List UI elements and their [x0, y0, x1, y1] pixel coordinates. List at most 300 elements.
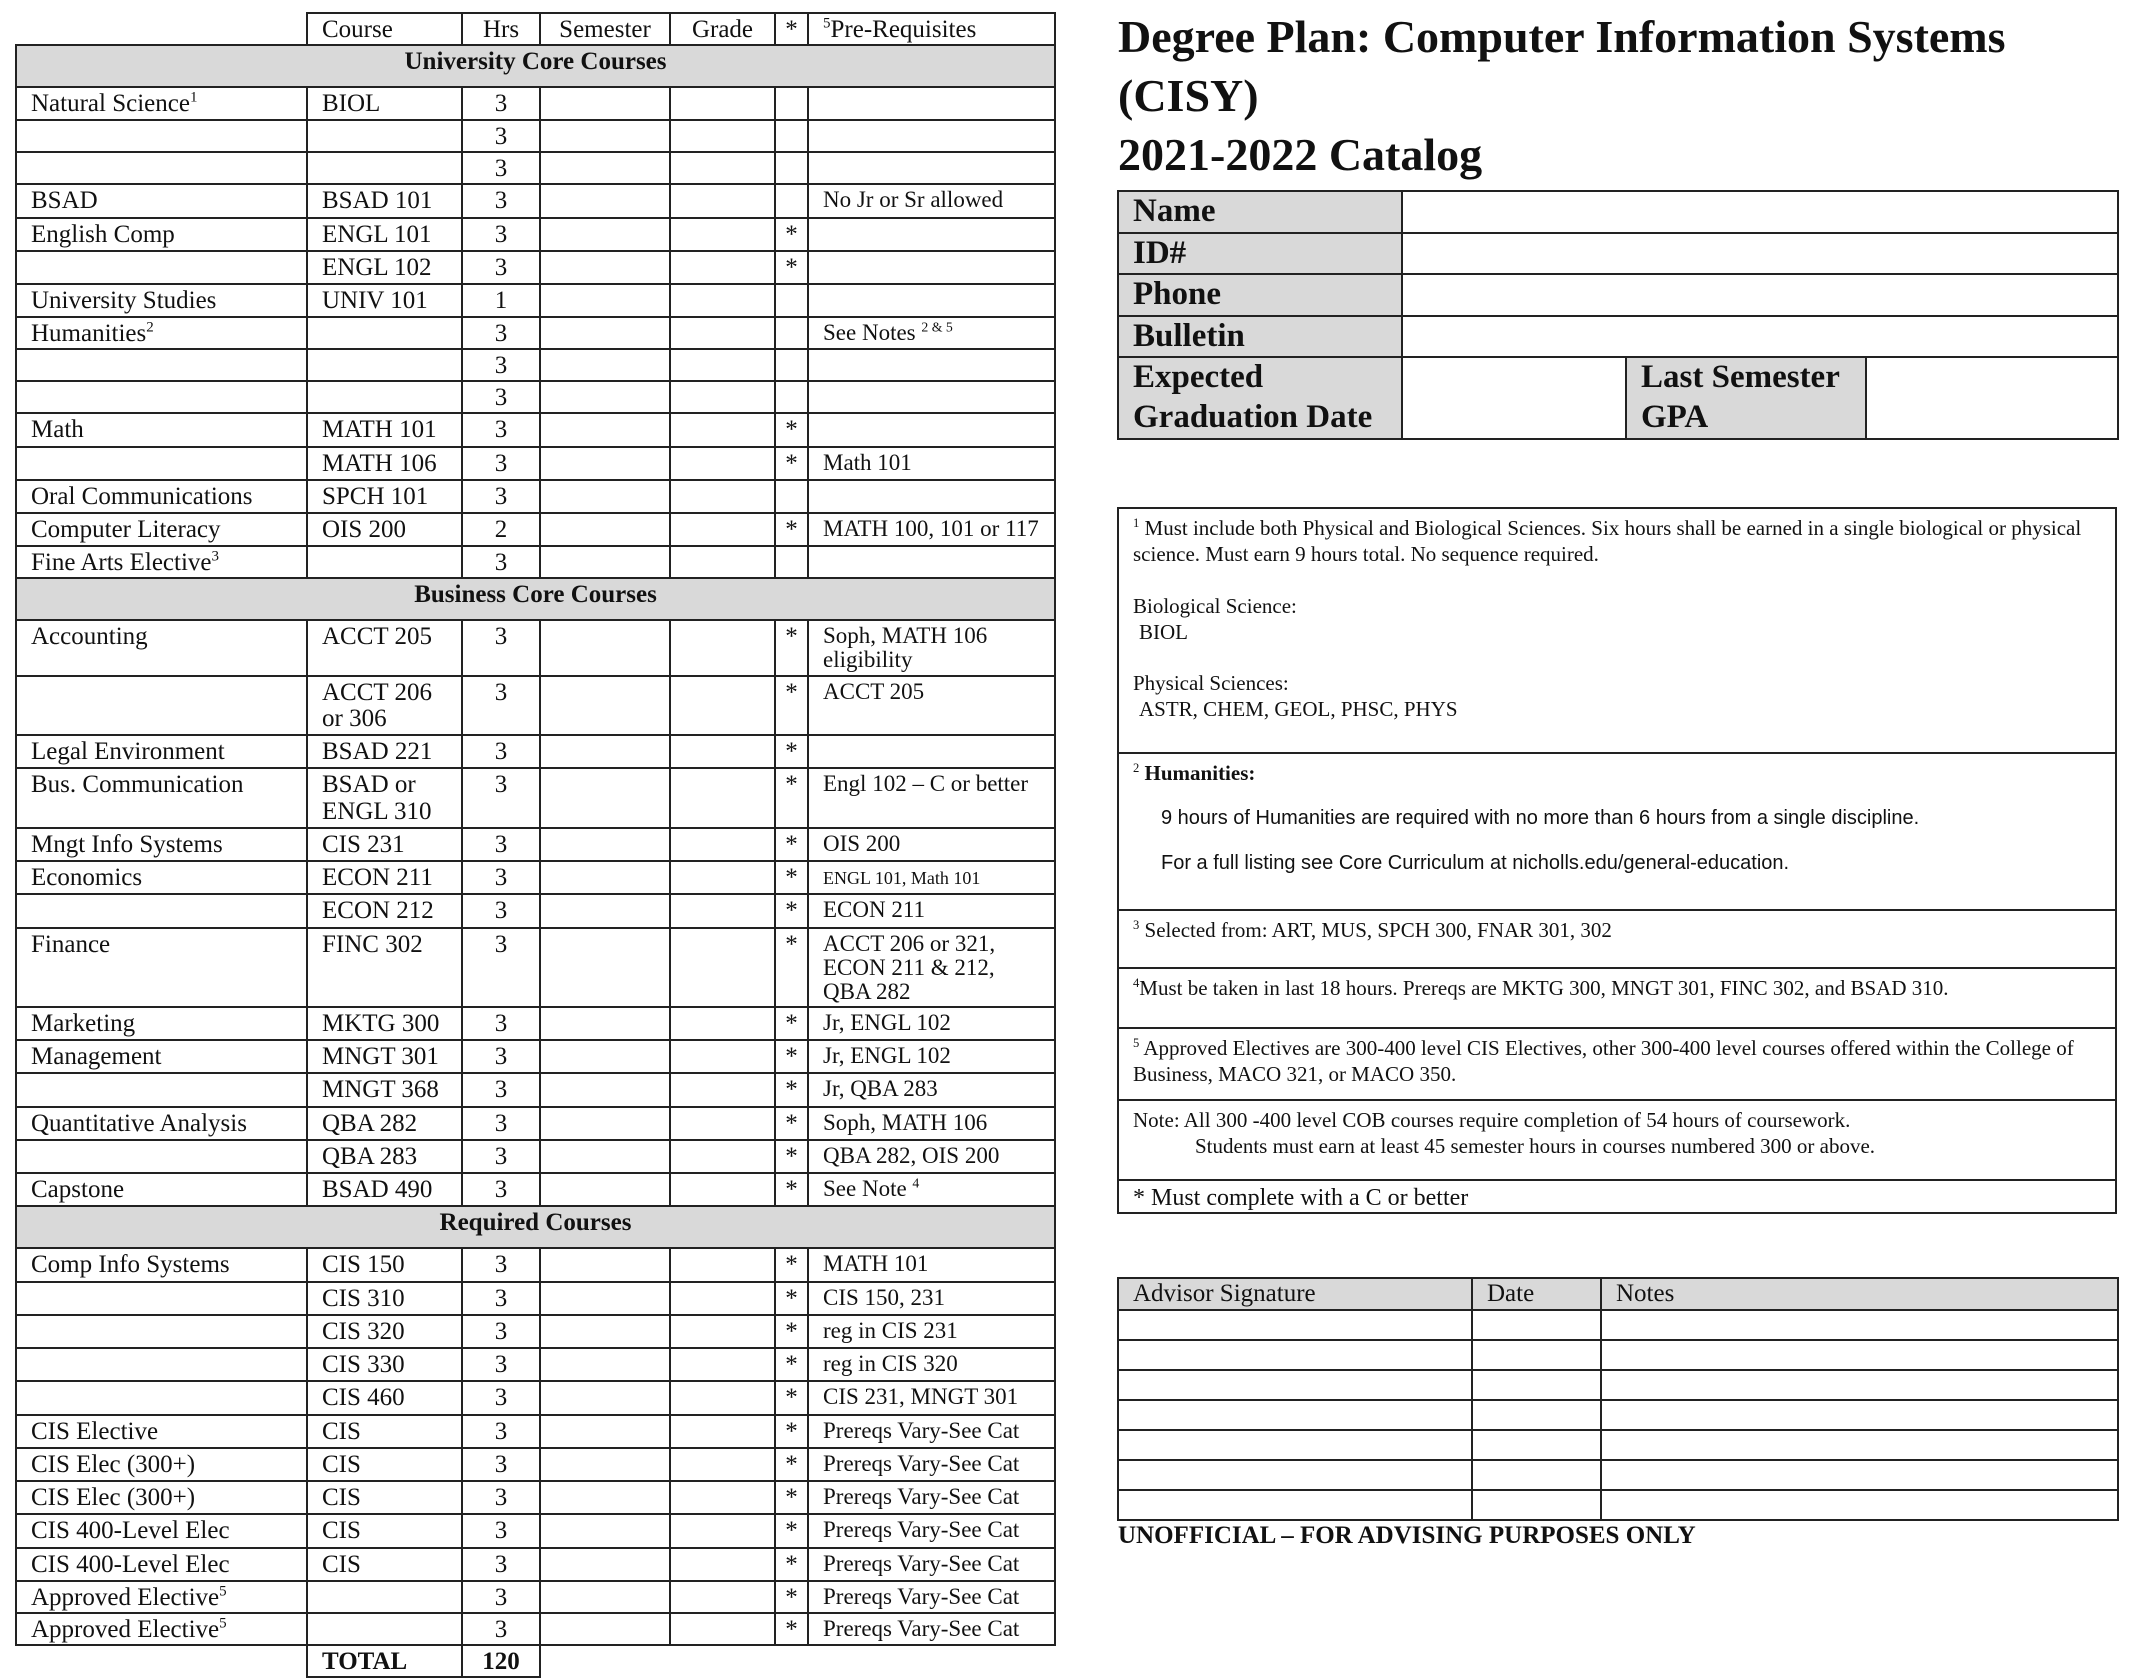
course-row — [16, 447, 1055, 480]
semester-cell[interactable] — [540, 735, 670, 768]
gpa-label — [1626, 357, 1866, 439]
prereq-cell — [808, 447, 1055, 480]
grade-cell[interactable] — [670, 768, 775, 828]
grade-cell[interactable] — [670, 87, 775, 120]
hrs-cell: 3 — [462, 1448, 540, 1481]
name-field[interactable] — [1402, 191, 2118, 233]
prereq-text: ENGL 101, Math 101 — [823, 868, 981, 889]
semester-cell[interactable] — [540, 120, 670, 152]
grade-cell[interactable] — [670, 1581, 775, 1613]
area-cell — [16, 1282, 307, 1315]
grade-cell[interactable] — [670, 1315, 775, 1348]
prereq-cell — [808, 735, 1055, 768]
area-label: BSAD — [31, 187, 98, 215]
course-row — [16, 251, 1055, 284]
grade-cell[interactable] — [670, 218, 775, 251]
semester-cell[interactable] — [540, 1282, 670, 1315]
course-cell: ACCT 206 or 306 — [307, 676, 462, 736]
advisor-row — [1118, 1310, 2118, 1340]
semester-cell[interactable] — [540, 513, 670, 546]
grade-cell[interactable] — [670, 1481, 775, 1514]
hrs-cell: 3 — [462, 251, 540, 284]
area-label: Oral Communications — [31, 482, 253, 510]
course-cell: MNGT 301 — [307, 1040, 462, 1073]
advisor-date-cell[interactable] — [1472, 1460, 1601, 1490]
grade-cell[interactable] — [670, 1140, 775, 1173]
advisor-row — [1118, 1430, 2118, 1460]
prereq-cell — [808, 1282, 1055, 1315]
semester-cell[interactable] — [540, 768, 670, 828]
course-row — [16, 1415, 1055, 1448]
advisor-signature-cell[interactable] — [1118, 1430, 1472, 1460]
prereq-text: CIS 150, 231 — [823, 1284, 946, 1310]
advisor-notes-cell[interactable] — [1601, 1490, 2118, 1520]
course-row — [16, 768, 1055, 828]
course-cell — [307, 381, 462, 413]
grade-cell[interactable] — [670, 251, 775, 284]
semester-cell[interactable] — [540, 1514, 670, 1547]
course-cell: MATH 106 — [307, 447, 462, 480]
semester-cell[interactable] — [540, 381, 670, 413]
grade-cell[interactable] — [670, 1282, 775, 1315]
id-field[interactable] — [1402, 233, 2118, 275]
header-course: Course — [307, 13, 462, 45]
semester-cell[interactable] — [540, 546, 670, 578]
area-label: Management — [31, 1043, 162, 1071]
course-table-body — [16, 45, 1055, 1677]
hrs-cell: 3 — [462, 184, 540, 217]
prereq-cell — [808, 251, 1055, 284]
grade-cell[interactable] — [670, 861, 775, 894]
c-or-better-mark — [775, 284, 808, 317]
semester-cell[interactable] — [540, 1248, 670, 1281]
semester-cell[interactable] — [540, 1040, 670, 1073]
grade-cell[interactable] — [670, 1348, 775, 1381]
area-cell — [16, 1248, 307, 1281]
course-cell — [307, 349, 462, 381]
footnote-4-text: Must be taken in last 18 hours. Prereqs are MKTG 300, MNGT 301, FINC 302, and BSAD 310. — [1139, 976, 1949, 1000]
grade-cell[interactable] — [670, 184, 775, 217]
hrs-cell: 3 — [462, 1381, 540, 1414]
hrs-cell: 3 — [462, 1415, 540, 1448]
grade-cell[interactable] — [670, 676, 775, 736]
title-line-1: Degree Plan: Computer Information Systems — [1118, 11, 2006, 62]
prereq-text: ACCT 206 or 321, ECON 211 & 212, QBA 282 — [823, 930, 996, 1004]
grade-cell[interactable] — [670, 152, 775, 184]
semester-cell[interactable] — [540, 152, 670, 184]
semester-cell[interactable] — [540, 87, 670, 120]
c-or-better-text: * Must complete with a C or better — [1133, 1185, 1469, 1211]
advisor-row — [1118, 1370, 2118, 1400]
area-label: Bus. Communication — [31, 771, 244, 799]
c-or-better-mark: * — [775, 1248, 808, 1281]
course-row — [16, 152, 1055, 184]
hrs-cell: 3 — [462, 1548, 540, 1581]
prereq-cell — [808, 1548, 1055, 1581]
semester-cell[interactable] — [540, 1415, 670, 1448]
c-or-better-mark — [775, 184, 808, 217]
id-label: ID# — [1118, 233, 1402, 275]
semester-cell[interactable] — [540, 1613, 670, 1645]
course-row — [16, 480, 1055, 513]
gpa-label-line-1: Last Semester — [1641, 359, 1840, 396]
table-header-row — [16, 13, 1055, 45]
bio-science-value: BIOL — [1139, 619, 1188, 644]
area-label: Quantitative Analysis — [31, 1109, 247, 1137]
advisor-table — [1117, 1277, 2119, 1521]
course-cell: ECON 211 — [307, 861, 462, 894]
advisor-date-cell[interactable] — [1472, 1490, 1601, 1520]
hrs-cell: 3 — [462, 1282, 540, 1315]
prereq-cell — [808, 861, 1055, 894]
grade-cell[interactable] — [670, 828, 775, 861]
prereq-footnote-ref: 4 — [912, 1175, 920, 1191]
footnotes-box — [1117, 507, 2117, 1214]
prereq-cell — [808, 1481, 1055, 1514]
hrs-cell: 3 — [462, 218, 540, 251]
area-cell — [16, 513, 307, 546]
prereq-cell — [808, 1613, 1055, 1645]
area-cell — [16, 1073, 307, 1106]
phys-science-label: Physical Sciences: — [1133, 671, 1289, 695]
advisor-row — [1118, 1400, 2118, 1430]
c-or-better-mark: * — [775, 1007, 808, 1040]
c-or-better-mark — [775, 546, 808, 578]
hrs-cell: 3 — [462, 1315, 540, 1348]
advisor-signature-cell[interactable] — [1118, 1340, 1472, 1370]
gpa-field[interactable] — [1866, 357, 2118, 439]
advisor-row — [1118, 1460, 2118, 1490]
semester-cell[interactable] — [540, 184, 670, 217]
advisor-signature-cell[interactable] — [1118, 1310, 1472, 1340]
prereq-cell — [808, 1348, 1055, 1381]
course-cell — [307, 546, 462, 578]
c-or-better-mark: * — [775, 1140, 808, 1173]
grade-cell[interactable] — [670, 1040, 775, 1073]
hrs-cell: 3 — [462, 480, 540, 513]
grade-cell[interactable] — [670, 1173, 775, 1206]
prereq-text: ACCT 205 — [823, 678, 925, 704]
section-title-business: Business Core Courses — [16, 578, 1055, 620]
footnote-5-text: Approved Electives are 300-400 level CIS Electives, other 300-400 level courses offered within the College of Business, MACO 321, or MACO 350. — [1133, 1036, 2074, 1087]
name-label: Name — [1118, 191, 1402, 233]
semester-cell[interactable] — [540, 447, 670, 480]
area-cell — [16, 861, 307, 894]
prereq-cell — [808, 480, 1055, 513]
student-info-table — [1117, 190, 2119, 440]
advisor-signature-cell[interactable] — [1118, 1400, 1472, 1430]
semester-cell[interactable] — [540, 1481, 670, 1514]
advisor-notes-cell[interactable] — [1601, 1430, 2118, 1460]
semester-cell[interactable] — [540, 676, 670, 736]
advisor-notes-cell[interactable] — [1601, 1400, 2118, 1430]
advisor-date-cell[interactable] — [1472, 1310, 1601, 1340]
section-header-business — [16, 578, 1055, 620]
c-or-better-mark: * — [775, 1040, 808, 1073]
prereq-text: Prereqs Vary-See Cat — [823, 1417, 1020, 1443]
course-row — [16, 349, 1055, 381]
advisor-notes-cell[interactable] — [1601, 1340, 2118, 1370]
course-row — [16, 1315, 1055, 1348]
grade-cell[interactable] — [670, 120, 775, 152]
advisor-header-row — [1118, 1278, 2118, 1310]
semester-cell[interactable] — [540, 894, 670, 927]
prereq-cell — [808, 120, 1055, 152]
prereq-cell — [808, 1173, 1055, 1206]
area-cell — [16, 1381, 307, 1414]
area-label: Approved Elective — [31, 1583, 220, 1611]
course-row — [16, 1073, 1055, 1106]
area-cell — [16, 1107, 307, 1140]
area-cell — [16, 676, 307, 736]
course-cell — [307, 1581, 462, 1613]
area-cell — [16, 1040, 307, 1073]
grade-cell[interactable] — [670, 1548, 775, 1581]
advisor-notes-cell[interactable] — [1601, 1310, 2118, 1340]
prereq-text: Prereqs Vary-See Cat — [823, 1517, 1020, 1543]
advisor-notes-cell[interactable] — [1601, 1370, 2118, 1400]
area-cell — [16, 1140, 307, 1173]
c-or-better-mark: * — [775, 620, 808, 675]
area-cell — [16, 381, 307, 413]
semester-cell[interactable] — [540, 1140, 670, 1173]
prereq-cell — [808, 381, 1055, 413]
area-cell — [16, 546, 307, 578]
grade-cell[interactable] — [670, 480, 775, 513]
prereq-text: Soph, MATH 106 — [823, 1109, 988, 1135]
grade-cell[interactable] — [670, 513, 775, 546]
grade-cell[interactable] — [670, 1415, 775, 1448]
prereq-text: Prereqs Vary-See Cat — [823, 1583, 1020, 1609]
area-cell — [16, 1007, 307, 1040]
course-cell: CIS — [307, 1514, 462, 1547]
grade-cell[interactable] — [670, 894, 775, 927]
hrs-cell: 3 — [462, 620, 540, 675]
prereq-cell — [808, 413, 1055, 446]
prereq-text: Prereqs Vary-See Cat — [823, 1484, 1020, 1510]
semester-cell[interactable] — [540, 928, 670, 1007]
grade-cell[interactable] — [670, 1514, 775, 1547]
advisor-date-cell[interactable] — [1472, 1340, 1601, 1370]
prereq-cell — [808, 1415, 1055, 1448]
footnote-3-text: Selected from: ART, MUS, SPCH 300, FNAR 301, 302 — [1144, 918, 1612, 942]
semester-cell[interactable] — [540, 317, 670, 349]
semester-cell[interactable] — [540, 1448, 670, 1481]
grade-cell[interactable] — [670, 620, 775, 675]
semester-cell[interactable] — [540, 1548, 670, 1581]
c-or-better-mark: * — [775, 447, 808, 480]
advisor-date-cell[interactable] — [1472, 1400, 1601, 1430]
area-cell — [16, 218, 307, 251]
footnote-3 — [1119, 911, 2115, 969]
grade-cell[interactable] — [670, 1107, 775, 1140]
area-cell — [16, 447, 307, 480]
grade-cell[interactable] — [670, 1073, 775, 1106]
area-label: Mngt Info Systems — [31, 830, 223, 858]
semester-cell[interactable] — [540, 1315, 670, 1348]
hrs-cell: 3 — [462, 381, 540, 413]
bulletin-field[interactable] — [1402, 316, 2118, 358]
course-row — [16, 1548, 1055, 1581]
area-cell — [16, 1448, 307, 1481]
area-label: CIS 400-Level Elec — [31, 1550, 230, 1578]
c-or-better-mark: * — [775, 1381, 808, 1414]
course-row — [16, 861, 1055, 894]
grade-cell[interactable] — [670, 928, 775, 1007]
area-cell — [16, 928, 307, 1007]
semester-cell[interactable] — [540, 413, 670, 446]
c-or-better-mark: * — [775, 768, 808, 828]
prereq-cell — [808, 894, 1055, 927]
prereq-text: Soph, MATH 106 eligibility — [823, 623, 988, 673]
semester-cell[interactable] — [540, 218, 670, 251]
hrs-cell: 3 — [462, 120, 540, 152]
area-cell — [16, 735, 307, 768]
header-semester: Semester — [540, 13, 670, 45]
area-label: Capstone — [31, 1176, 125, 1204]
hrs-cell: 3 — [462, 1514, 540, 1547]
hrs-cell: 3 — [462, 1073, 540, 1106]
course-cell: BSAD or ENGL 310 — [307, 768, 462, 828]
area-cell — [16, 620, 307, 675]
prereq-cell — [808, 1007, 1055, 1040]
grade-cell[interactable] — [670, 284, 775, 317]
footnote-2-mark: 2 — [1133, 761, 1140, 775]
prereq-text: Jr, ENGL 102 — [823, 1009, 951, 1035]
course-row — [16, 513, 1055, 546]
course-cell — [307, 317, 462, 349]
area-cell — [16, 1348, 307, 1381]
hrs-cell: 3 — [462, 1140, 540, 1173]
grade-cell[interactable] — [670, 546, 775, 578]
semester-cell[interactable] — [540, 828, 670, 861]
course-cell: UNIV 101 — [307, 284, 462, 317]
c-or-better-mark — [775, 480, 808, 513]
grade-cell[interactable] — [670, 349, 775, 381]
prereq-cell — [808, 1073, 1055, 1106]
semester-cell[interactable] — [540, 1007, 670, 1040]
area-label: Economics — [31, 864, 143, 892]
semester-cell[interactable] — [540, 251, 670, 284]
area-cell — [16, 1481, 307, 1514]
footnote-ref: 5 — [219, 1615, 227, 1632]
course-row — [16, 120, 1055, 152]
course-row — [16, 735, 1055, 768]
header-prereq-note: 5 — [823, 15, 831, 32]
c-or-better-mark: * — [775, 1581, 808, 1613]
c-or-better-mark: * — [775, 1514, 808, 1547]
course-row — [16, 317, 1055, 349]
course-cell: CIS 460 — [307, 1381, 462, 1414]
semester-cell[interactable] — [540, 1348, 670, 1381]
semester-cell[interactable] — [540, 620, 670, 675]
cob-note-line-2: Students must earn at least 45 semester hours in courses numbered 300 or above. — [1195, 1134, 1876, 1159]
area-cell — [16, 480, 307, 513]
course-row — [16, 1581, 1055, 1613]
course-row — [16, 1514, 1055, 1547]
section-header-required — [16, 1206, 1055, 1248]
prereq-cell — [808, 1448, 1055, 1481]
prereq-cell — [808, 349, 1055, 381]
prereq-cell — [808, 152, 1055, 184]
advisor-signature-cell[interactable] — [1118, 1460, 1472, 1490]
prereq-text: Prereqs Vary-See Cat — [823, 1615, 1020, 1641]
prereq-cell — [808, 284, 1055, 317]
grade-cell[interactable] — [670, 1007, 775, 1040]
advisor-date-cell[interactable] — [1472, 1370, 1601, 1400]
c-or-better-mark — [775, 152, 808, 184]
prereq-cell — [808, 546, 1055, 578]
course-cell: ENGL 102 — [307, 251, 462, 284]
course-row — [16, 1613, 1055, 1645]
total-row — [16, 1645, 1055, 1677]
course-row — [16, 1173, 1055, 1206]
course-row — [16, 1282, 1055, 1315]
header-star: * — [775, 13, 808, 45]
c-or-better-mark: * — [775, 1107, 808, 1140]
advisor-notes-cell[interactable] — [1601, 1460, 2118, 1490]
footnote-ref: 5 — [219, 1583, 227, 1600]
course-cell: ACCT 205 — [307, 620, 462, 675]
grade-cell[interactable] — [670, 735, 775, 768]
semester-cell[interactable] — [540, 1581, 670, 1613]
prereq-text: Jr, QBA 283 — [823, 1076, 938, 1102]
grade-cell[interactable] — [670, 447, 775, 480]
semester-cell[interactable] — [540, 1381, 670, 1414]
hrs-cell: 3 — [462, 1173, 540, 1206]
area-label: Approved Elective — [31, 1615, 220, 1643]
semester-cell[interactable] — [540, 1173, 670, 1206]
prereq-cell — [808, 184, 1055, 217]
prereq-text: Prereqs Vary-See Cat — [823, 1450, 1020, 1476]
area-cell — [16, 768, 307, 828]
section-title-university: University Core Courses — [16, 45, 1055, 87]
graduation-label-line-1: Expected — [1133, 359, 1264, 396]
grade-cell[interactable] — [670, 413, 775, 446]
course-cell: CIS — [307, 1448, 462, 1481]
semester-cell[interactable] — [540, 349, 670, 381]
semester-cell[interactable] — [540, 480, 670, 513]
grade-cell[interactable] — [670, 381, 775, 413]
semester-cell[interactable] — [540, 284, 670, 317]
area-label: Math — [31, 416, 84, 444]
course-cell: CIS — [307, 1481, 462, 1514]
graduation-date-field[interactable] — [1402, 357, 1626, 439]
header-grade: Grade — [670, 13, 775, 45]
c-or-better-mark: * — [775, 413, 808, 446]
grade-cell[interactable] — [670, 317, 775, 349]
cob-note — [1119, 1101, 2115, 1181]
semester-cell[interactable] — [540, 1073, 670, 1106]
advisor-signature-cell[interactable] — [1118, 1370, 1472, 1400]
semester-cell[interactable] — [540, 1107, 670, 1140]
phone-field[interactable] — [1402, 274, 2118, 316]
c-or-better-mark: * — [775, 735, 808, 768]
advisor-date-cell[interactable] — [1472, 1430, 1601, 1460]
grade-cell[interactable] — [670, 1248, 775, 1281]
grade-cell[interactable] — [670, 1448, 775, 1481]
grade-cell[interactable] — [670, 1381, 775, 1414]
hrs-cell: 3 — [462, 861, 540, 894]
c-or-better-mark — [775, 317, 808, 349]
header-blank-cell — [16, 13, 307, 45]
advisor-signature-cell[interactable] — [1118, 1490, 1472, 1520]
semester-cell[interactable] — [540, 861, 670, 894]
prereq-text: ECON 211 — [823, 897, 926, 923]
grade-cell[interactable] — [670, 1613, 775, 1645]
hrs-cell: 3 — [462, 1040, 540, 1073]
course-row — [16, 894, 1055, 927]
